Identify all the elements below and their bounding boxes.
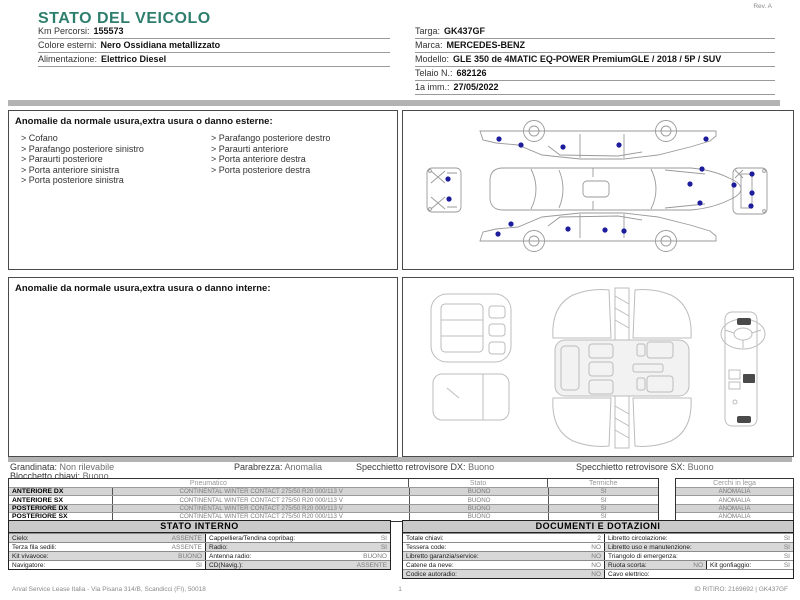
exterior-diagram-panel — [402, 110, 794, 270]
field-value: SI — [195, 561, 202, 569]
field-value: SI — [783, 561, 790, 569]
damage-dot — [703, 136, 708, 141]
check-label: Specchietto retrovisore DX: — [356, 462, 466, 472]
tyre-position: POSTERIORE DX — [12, 504, 68, 512]
alloy-value: ANOMALIA — [718, 504, 751, 512]
tyre-header-stato: Stato — [408, 479, 548, 487]
field-value: BUONO — [178, 552, 202, 560]
revision-label: Rev. A — [753, 3, 772, 10]
field-value: NO — [591, 552, 601, 560]
alloy-row — [676, 504, 793, 512]
info-value: GK437GF — [444, 26, 486, 36]
stato-interno-table — [8, 520, 391, 570]
damage-item: > Cofano — [21, 133, 144, 144]
exterior-anomalies-col1 — [21, 133, 144, 186]
field-label: Libretto circolazione: — [608, 534, 668, 542]
documenti-row — [403, 551, 793, 560]
footer-ritiro-id: ID RITIRO: 2169692 | GK437GF — [694, 586, 788, 593]
exterior-damage-dots — [445, 136, 754, 236]
damage-dot — [699, 166, 704, 171]
check-parabrezza — [234, 462, 322, 472]
documenti-title: DOCUMENTI E DOTAZIONI — [403, 521, 793, 533]
damage-item: > Porta posteriore destra — [211, 165, 330, 176]
damage-item: > Paraurti anteriore — [211, 144, 330, 155]
info-label: Alimentazione: — [38, 54, 98, 64]
damage-dot — [560, 144, 565, 149]
field-label: Antenna radio: — [209, 552, 252, 560]
damage-dot — [748, 203, 753, 208]
field-label: Catene da neve: — [406, 561, 454, 569]
tyre-spec: CONTINENTAL WINTER CONTACT 275/50 R20 000/113 V — [112, 513, 409, 520]
tyre-header-termiche: Termiche — [547, 479, 658, 487]
tyre-row-posteriore-dx — [9, 504, 658, 512]
tyre-termiche: SI — [548, 505, 658, 512]
info-row-colore — [38, 39, 390, 53]
tyre-position: POSTERIORE SX — [12, 513, 68, 521]
alloy-header — [676, 479, 793, 487]
field-value: SI — [783, 543, 790, 551]
damage-dot — [697, 200, 702, 205]
tyre-table — [8, 478, 659, 522]
section-divider — [8, 100, 780, 106]
field-label: Cappelliera/Tendina copribag: — [209, 534, 296, 542]
documenti-row — [403, 560, 793, 569]
footer-company: Arval Service Lease Italia - Via Pisana 314/B, Scandicci (FI), 50018 — [12, 586, 206, 593]
check-label: Grandinata: — [10, 462, 58, 472]
alloy-wheels-table — [675, 478, 794, 522]
tyre-position: ANTERIORE DX — [12, 488, 64, 496]
tyre-row-anteriore-dx — [9, 487, 658, 495]
field-value: SI — [783, 534, 790, 542]
info-value: 682126 — [456, 68, 487, 78]
interior-diagram-panel — [402, 277, 794, 457]
alloy-row — [676, 495, 793, 503]
check-value: Buono — [687, 462, 714, 472]
vehicle-info-left — [38, 25, 390, 67]
info-row-alimentazione — [38, 53, 390, 67]
alloy-header-label: Cerchi in lega — [713, 479, 756, 487]
check-value: Non rilevabile — [59, 462, 115, 472]
car-side-view-bottom — [480, 213, 716, 252]
damage-item: > Parafango posteriore destro — [211, 133, 330, 144]
check-label: Specchietto retrovisore SX: — [576, 462, 686, 472]
tyre-termiche: SI — [548, 488, 658, 495]
field-label: Triangolo di emergenza: — [608, 552, 678, 560]
info-label: Telaio N.: — [415, 68, 453, 78]
field-label: Kit vivavoce: — [12, 552, 49, 560]
field-label: Tessera code: — [406, 543, 447, 551]
info-value: 155573 — [93, 26, 124, 36]
field-value: SI — [783, 552, 790, 560]
car-exterior-diagram — [403, 111, 791, 267]
exterior-anomalies-title: Anomalie da normale usura,extra usura o danno esterne: — [15, 116, 273, 127]
damage-dot — [749, 171, 754, 176]
page-title: STATO DEL VEICOLO — [38, 10, 211, 27]
field-value: NO — [591, 543, 601, 551]
info-value: Nero Ossidiana metallizzato — [100, 40, 221, 50]
field-label: Ruota scorta: — [608, 561, 647, 569]
car-front-view — [427, 168, 461, 212]
interior-anomalies-title: Anomalie da normale usura,extra usura o danno interne: — [15, 283, 271, 294]
alloy-value: ANOMALIA — [718, 513, 751, 521]
damage-item: > Parafango posteriore sinistro — [21, 144, 144, 155]
check-value: Buono — [82, 471, 109, 481]
damage-dot — [495, 231, 500, 236]
tyre-position: ANTERIORE SX — [12, 496, 63, 504]
tyre-stato: BUONO — [409, 496, 548, 503]
stato-interno-row — [9, 542, 390, 551]
info-value: 27/05/2022 — [453, 82, 499, 92]
info-row-marca — [415, 39, 775, 53]
car-side-view-top — [480, 121, 716, 160]
dashboard-view — [721, 312, 765, 426]
damage-dot — [445, 176, 450, 181]
stato-interno-title: STATO INTERNO — [9, 521, 390, 533]
check-value: Buono — [468, 462, 495, 472]
info-row-km — [38, 25, 390, 39]
info-value: Elettrico Diesel — [101, 54, 167, 64]
field-value: SI — [380, 534, 387, 542]
check-value: Anomalia — [284, 462, 323, 472]
field-value: ASSENTE — [171, 543, 202, 551]
info-label: 1a imm.: — [415, 82, 450, 92]
damage-dot — [565, 226, 570, 231]
check-specchietto-dx — [356, 462, 494, 472]
info-label: Marca: — [415, 40, 443, 50]
info-label: Modello: — [415, 54, 450, 64]
field-value: ASSENTE — [171, 534, 202, 542]
check-label: Parabrezza: — [234, 462, 283, 472]
field-label: Radio: — [209, 543, 228, 551]
info-label: Targa: — [415, 26, 441, 36]
stato-interno-row — [9, 551, 390, 560]
check-label: Blocchetto chiavi: — [10, 471, 81, 481]
field-label: CD(Navig.): — [209, 561, 243, 569]
tyre-spec: CONTINENTAL WINTER CONTACT 275/50 R20 000/113 V — [112, 505, 409, 512]
tyre-header-pneumatico: Pneumatico — [189, 479, 227, 487]
tyre-table-header — [9, 479, 658, 487]
info-value: GLE 350 de 4MATIC EQ-POWER PremiumGLE / 2018 / 5P / SUV — [453, 54, 722, 64]
field-label: Terza fila sedili: — [12, 543, 57, 551]
info-value: MERCEDES-BENZ — [446, 40, 526, 50]
field-label: Navigatore: — [12, 561, 46, 569]
field-value: NO — [591, 570, 601, 578]
stato-interno-row — [9, 560, 390, 569]
field-value: SI — [380, 543, 387, 551]
check-specchietto-sx — [576, 462, 714, 472]
info-label: Colore esterni: — [38, 40, 97, 50]
documenti-row — [403, 542, 793, 551]
damage-dot — [446, 196, 451, 201]
field-label: Kit gonfiaggio: — [710, 561, 752, 569]
field-value: BUONO — [363, 552, 387, 560]
alloy-value: ANOMALIA — [718, 496, 751, 504]
tyre-spec: CONTINENTAL WINTER CONTACT 275/50 R20 000/113 V — [112, 488, 409, 495]
documenti-row — [403, 533, 793, 542]
field-label: Codice autoradio: — [406, 570, 457, 578]
damage-item: > Porta anteriore destra — [211, 154, 330, 165]
documenti-row — [403, 569, 793, 578]
field-label: Cavo elettrico: — [608, 570, 650, 578]
exterior-anomalies-panel — [8, 110, 398, 270]
tyre-row-anteriore-sx — [9, 495, 658, 503]
damage-dot — [749, 190, 754, 195]
info-row-modello — [415, 53, 775, 67]
tyre-spec: CONTINENTAL WINTER CONTACT 275/50 R20 000/113 V — [112, 496, 409, 503]
tyre-stato: BUONO — [409, 488, 548, 495]
field-value: ASSENTE — [356, 561, 387, 569]
car-plan-view — [490, 168, 741, 210]
field-value: 2 — [597, 534, 601, 542]
rear-seats-view — [431, 294, 511, 362]
alloy-value: ANOMALIA — [718, 488, 751, 496]
field-label: Cielo: — [12, 534, 29, 542]
damage-dot — [602, 227, 607, 232]
vehicle-info-right — [415, 25, 775, 95]
tyre-stato: BUONO — [409, 505, 548, 512]
exterior-anomalies-col2 — [211, 133, 330, 175]
info-row-targa — [415, 25, 775, 39]
info-row-prima-imm — [415, 81, 775, 95]
damage-dot — [687, 181, 692, 186]
tyre-termiche: SI — [548, 496, 658, 503]
damage-dot — [518, 142, 523, 147]
cabin-view — [553, 288, 691, 448]
footer-page-number: 1 — [398, 586, 402, 593]
info-label: Km Percorsi: — [38, 26, 90, 36]
tyre-termiche: SI — [548, 513, 658, 520]
interior-anomalies-panel — [8, 277, 398, 457]
damage-dot — [496, 136, 501, 141]
damage-dot — [621, 228, 626, 233]
stato-interno-row — [9, 533, 390, 542]
trunk-view — [433, 374, 509, 420]
info-row-telaio — [415, 67, 775, 81]
damage-item: > Porta posteriore sinistra — [21, 175, 144, 186]
field-label: Totale chiavi: — [406, 534, 444, 542]
damage-item: > Paraurti posteriore — [21, 154, 144, 165]
damage-dot — [508, 221, 513, 226]
damage-dot — [616, 142, 621, 147]
field-value: NO — [591, 561, 601, 569]
damage-item: > Porta anteriore sinistra — [21, 165, 144, 176]
alloy-row — [676, 487, 793, 495]
damage-dot — [731, 182, 736, 187]
car-interior-diagram — [403, 278, 791, 454]
tyre-stato: BUONO — [409, 513, 548, 520]
documenti-table — [402, 520, 794, 579]
field-value: NO — [693, 561, 703, 569]
field-label: Libretto garanzia/service: — [406, 552, 479, 560]
field-label: Libretto uso e manutenzione: — [608, 543, 692, 551]
